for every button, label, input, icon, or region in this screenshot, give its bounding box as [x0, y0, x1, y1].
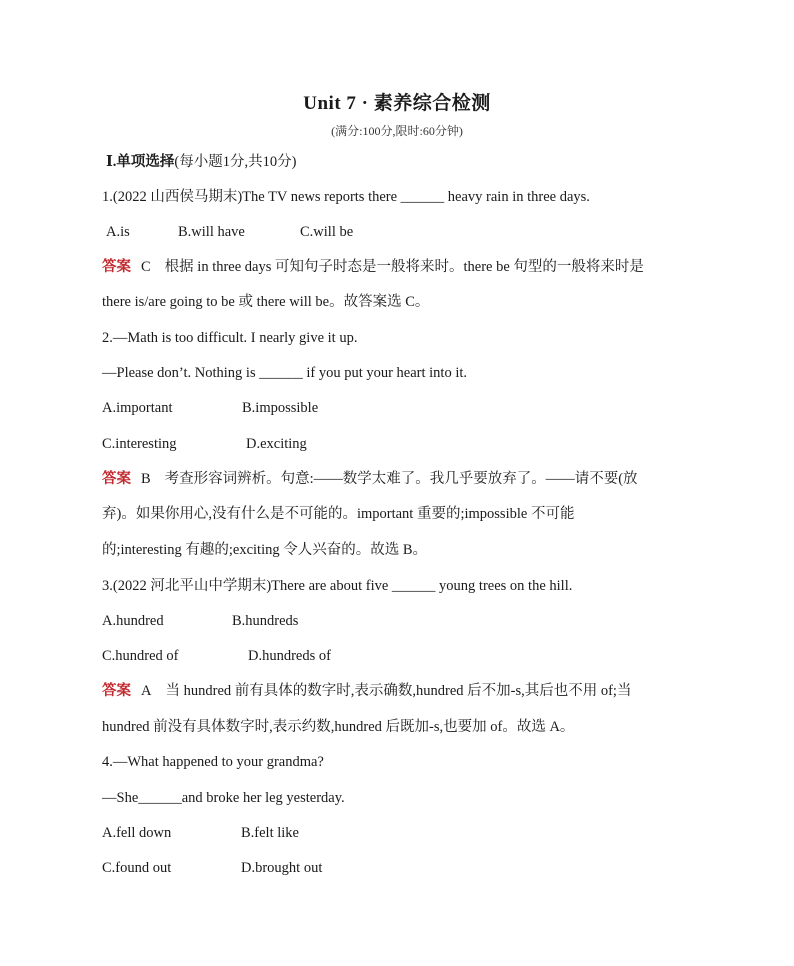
- answer-explanation: 当 hundred 前有具体的数字时,表示确数,hundred 后不加-s,其后也不用 of;当: [165, 683, 632, 699]
- section-title: Ⅰ.单项选择: [106, 154, 175, 170]
- option-b: B.hundreds: [232, 613, 299, 629]
- option-a: A.fell down: [102, 825, 172, 841]
- question-4-options-row1: [102, 823, 299, 843]
- answer-explanation: 考查形容词辨析。句意:——数学太难了。我几乎要放弃了。——请不要(放: [164, 471, 638, 487]
- option-b: B.impossible: [242, 400, 319, 416]
- option-c: C.found out: [102, 860, 172, 876]
- question-2-answer: [102, 469, 638, 489]
- question-2-explanation-cont-1: 弃)。如果你用心,没有什么是不可能的。important 重要的;impossible 不可能: [102, 506, 575, 522]
- answer-letter: C: [141, 259, 151, 275]
- section-note: (每小题1分,共10分): [174, 154, 297, 170]
- question-4-options-row2: [102, 858, 322, 878]
- option-a: A.important: [102, 400, 173, 416]
- question-3-explanation-cont: hundred 前没有具体数字时,表示约数,hundred 后既加-s,也要加 of。故选 A。: [102, 719, 575, 735]
- option-d: D.exciting: [246, 436, 307, 452]
- question-3-options-row1: [102, 611, 298, 631]
- question-2-options-row1: [102, 398, 318, 418]
- answer-letter: B: [141, 471, 151, 487]
- option-c: C.interesting: [102, 436, 177, 452]
- question-2-stem: 2.—Math is too difficult. I nearly give it up.: [102, 330, 358, 346]
- option-b: B.felt like: [241, 825, 299, 841]
- option-c: C.will be: [300, 224, 354, 240]
- question-4-stem-reply: —She______and broke her leg yesterday.: [102, 790, 345, 806]
- question-1-options: [106, 222, 353, 242]
- question-1-answer: [102, 257, 644, 277]
- option-a: A.hundred: [102, 613, 164, 629]
- option-d: D.brought out: [241, 860, 323, 876]
- answer-label: 答案: [102, 259, 131, 275]
- question-3-options-row2: [102, 646, 331, 666]
- question-3-stem: 3.(2022 河北平山中学期末)There are about five ______ young trees on the hill.: [102, 578, 573, 594]
- option-c: C.hundred of: [102, 648, 179, 664]
- page-title: Unit 7 · 素养综合检测: [303, 93, 491, 114]
- option-b: B.will have: [178, 224, 245, 240]
- page-subtitle: (满分:100分,限时:60分钟): [331, 124, 463, 138]
- question-3-answer: [102, 681, 631, 701]
- question-1-explanation-cont: there is/are going to be 或 there will be。故答案选 C。: [102, 294, 430, 310]
- section-heading: [106, 152, 296, 172]
- question-1-stem: 1.(2022 山西侯马期末)The TV news reports there ______ heavy rain in three days.: [102, 189, 590, 205]
- question-2-options-row2: [102, 434, 307, 454]
- option-d: D.hundreds of: [248, 648, 331, 664]
- option-a: A.is: [106, 224, 130, 240]
- question-2-stem-reply: —Please don’t. Nothing is ______ if you put your heart into it.: [102, 365, 468, 381]
- question-2-explanation-cont-2: 的;interesting 有趣的;exciting 令人兴奋的。故选 B。: [102, 542, 428, 558]
- answer-explanation: 根据 in three days 可知句子时态是一般将来时。there be 句型的一般将来时是: [164, 259, 644, 275]
- answer-letter: A: [141, 683, 152, 699]
- answer-label: 答案: [102, 683, 131, 699]
- answer-label: 答案: [102, 471, 131, 487]
- question-4-stem: 4.—What happened to your grandma?: [102, 754, 324, 770]
